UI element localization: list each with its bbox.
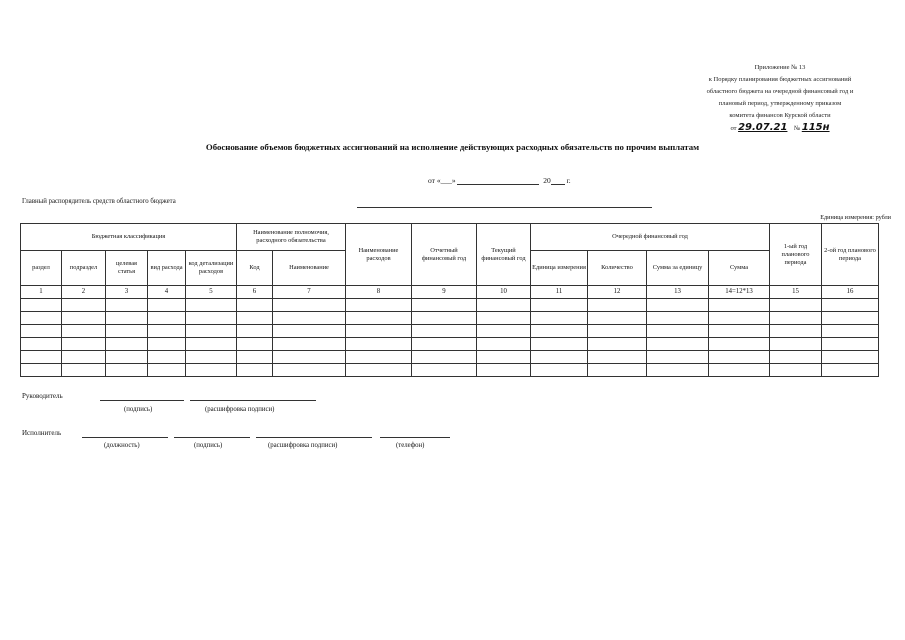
- table-cell[interactable]: [21, 351, 62, 364]
- column-number: 13: [647, 286, 709, 299]
- sub-unit: Единица измерения: [531, 251, 588, 286]
- appendix-date-value: 29.07.21: [738, 122, 788, 133]
- head-label: Руководитель: [22, 392, 63, 400]
- column-number: 9: [412, 286, 477, 299]
- column-number: 2: [62, 286, 106, 299]
- table-cell[interactable]: [106, 312, 148, 325]
- column-number: 5: [186, 286, 237, 299]
- table-cell[interactable]: [148, 351, 186, 364]
- table-cell[interactable]: [148, 338, 186, 351]
- table-cell[interactable]: [709, 351, 770, 364]
- column-number: 8: [346, 286, 412, 299]
- budget-table: [20, 223, 879, 377]
- table-cell[interactable]: [770, 351, 822, 364]
- table-cell[interactable]: [531, 338, 588, 351]
- table-cell[interactable]: [346, 364, 412, 377]
- table-cell[interactable]: [62, 338, 106, 351]
- table-cell[interactable]: [21, 338, 62, 351]
- column-number: 15: [770, 286, 822, 299]
- appendix-block: [680, 62, 880, 135]
- table-cell[interactable]: [647, 338, 709, 351]
- header-budget-class: Бюджетная классификация: [21, 224, 237, 251]
- table-cell[interactable]: [21, 364, 62, 377]
- date-year-field[interactable]: [551, 175, 565, 185]
- table-cell[interactable]: [531, 364, 588, 377]
- appendix-date-prefix: от: [730, 125, 737, 132]
- table-cell[interactable]: [273, 312, 346, 325]
- table-cell[interactable]: [588, 299, 647, 312]
- table-cell[interactable]: [62, 325, 106, 338]
- date-ot: от: [428, 176, 435, 185]
- manager-label: Главный распорядитель средств областного бюджета: [22, 198, 176, 205]
- table-cell[interactable]: [237, 351, 273, 364]
- table-row: [21, 325, 879, 338]
- table-cell[interactable]: [822, 299, 879, 312]
- executor-cap-name: (расшифровка подписи): [268, 442, 338, 449]
- table-cell[interactable]: [531, 299, 588, 312]
- table-cell[interactable]: [822, 325, 879, 338]
- sub-quantity: Количество: [588, 251, 647, 286]
- table-cell[interactable]: [588, 325, 647, 338]
- table-cell[interactable]: [770, 325, 822, 338]
- table-cell[interactable]: [62, 312, 106, 325]
- table-cell[interactable]: [186, 351, 237, 364]
- table-cell[interactable]: [477, 312, 531, 325]
- table-row: [21, 351, 879, 364]
- table-cell[interactable]: [186, 312, 237, 325]
- unit-note: Единица измерения: рубли: [820, 214, 891, 221]
- table-cell[interactable]: [106, 364, 148, 377]
- table-cell[interactable]: [346, 299, 412, 312]
- table-cell[interactable]: [647, 325, 709, 338]
- head-cap-signature: (подпись): [124, 406, 153, 413]
- table-cell[interactable]: [273, 364, 346, 377]
- table-cell[interactable]: [588, 351, 647, 364]
- table-cell[interactable]: [237, 325, 273, 338]
- table-cell[interactable]: [531, 351, 588, 364]
- appendix-line: к Порядку планирования бюджетных ассигнований: [708, 76, 852, 83]
- table-row: [21, 299, 879, 312]
- table-cell[interactable]: [709, 325, 770, 338]
- table-cell[interactable]: [346, 325, 412, 338]
- column-number: 7: [273, 286, 346, 299]
- header-next-year: Очередной финансовый год: [531, 224, 770, 251]
- table-cell[interactable]: [647, 351, 709, 364]
- table-cell[interactable]: [770, 312, 822, 325]
- column-number: 6: [237, 286, 273, 299]
- table-cell[interactable]: [412, 351, 477, 364]
- executor-signature-field[interactable]: [174, 437, 250, 438]
- sub-target: целевая статья: [106, 251, 148, 286]
- executor-cap-position: (должность): [104, 442, 140, 449]
- table-cell[interactable]: [822, 312, 879, 325]
- table-cell[interactable]: [106, 351, 148, 364]
- sub-name: Наименование: [273, 251, 346, 286]
- column-number: 4: [148, 286, 186, 299]
- table-cell[interactable]: [346, 312, 412, 325]
- executor-cap-signature: (подпись): [194, 442, 223, 449]
- table-cell[interactable]: [709, 338, 770, 351]
- head-signature-field[interactable]: [100, 400, 184, 401]
- table-cell[interactable]: [588, 364, 647, 377]
- table-cell[interactable]: [21, 325, 62, 338]
- table-cell[interactable]: [186, 338, 237, 351]
- appendix-line: плановый период, утвержденному приказом: [718, 100, 842, 107]
- executor-phone-field[interactable]: [380, 437, 450, 438]
- date-month-field[interactable]: [457, 175, 539, 185]
- executor-cap-phone: (телефон): [396, 442, 425, 449]
- table-cell[interactable]: [412, 338, 477, 351]
- table-cell[interactable]: [21, 312, 62, 325]
- table-cell[interactable]: [822, 351, 879, 364]
- table-cell[interactable]: [477, 299, 531, 312]
- table-cell[interactable]: [148, 364, 186, 377]
- column-number: 10: [477, 286, 531, 299]
- table-cell[interactable]: [21, 299, 62, 312]
- head-name-field[interactable]: [190, 400, 316, 401]
- table-row: [21, 364, 879, 377]
- column-number: 14=12*13: [709, 286, 770, 299]
- manager-field[interactable]: [357, 207, 652, 208]
- table-cell[interactable]: [647, 299, 709, 312]
- appendix-date-line: [680, 122, 880, 135]
- appendix-number-value: 115н: [801, 122, 830, 133]
- table-cell[interactable]: [412, 312, 477, 325]
- table-cell[interactable]: [477, 325, 531, 338]
- table-cell[interactable]: [186, 299, 237, 312]
- table-cell[interactable]: [346, 351, 412, 364]
- header-report-year: Отчетный финансовый год: [412, 224, 477, 286]
- column-number: 16: [822, 286, 879, 299]
- table-cell[interactable]: [106, 299, 148, 312]
- table-cell[interactable]: [709, 312, 770, 325]
- table-cell[interactable]: [237, 299, 273, 312]
- header-plan2: 2-ой год планового периода: [822, 224, 879, 286]
- table-cell[interactable]: [273, 325, 346, 338]
- table-cell[interactable]: [148, 312, 186, 325]
- appendix-line: Приложение № 13: [754, 64, 806, 71]
- table-row: [21, 312, 879, 325]
- table-cell[interactable]: [709, 299, 770, 312]
- table-cell[interactable]: [62, 351, 106, 364]
- document-title: Обоснование объемов бюджетных ассигнований на исполнение действующих расходных обязательств по прочим выплатам: [205, 142, 700, 152]
- table-cell[interactable]: [822, 364, 879, 377]
- table-cell[interactable]: [477, 338, 531, 351]
- header-expense-name: Наименование расходов: [346, 224, 412, 286]
- appendix-number-prefix: №: [793, 125, 801, 132]
- table-body: [21, 299, 879, 377]
- table-cell[interactable]: [62, 364, 106, 377]
- column-number: 12: [588, 286, 647, 299]
- table-cell[interactable]: [106, 338, 148, 351]
- table-cell[interactable]: [822, 338, 879, 351]
- header-current-year: Текущий финансовый год: [477, 224, 531, 286]
- appendix-line: областного бюджета на очередной финансовый год и: [706, 88, 854, 95]
- table-cell[interactable]: [273, 338, 346, 351]
- table-cell[interactable]: [477, 364, 531, 377]
- sub-code: Код: [237, 251, 273, 286]
- executor-name-field[interactable]: [256, 437, 372, 438]
- date-year-prefix: 20: [543, 176, 551, 185]
- column-number: 3: [106, 286, 148, 299]
- sub-subsection: подраздел: [62, 251, 106, 286]
- date-row: [428, 175, 571, 185]
- column-number: 11: [531, 286, 588, 299]
- column-number: 1: [21, 286, 62, 299]
- table-cell[interactable]: [770, 338, 822, 351]
- table-cell[interactable]: [647, 312, 709, 325]
- table-cell[interactable]: [531, 312, 588, 325]
- table-cell[interactable]: [186, 325, 237, 338]
- table-cell[interactable]: [412, 364, 477, 377]
- table-cell[interactable]: [237, 312, 273, 325]
- table-cell[interactable]: [273, 351, 346, 364]
- table-cell[interactable]: [273, 299, 346, 312]
- table-cell[interactable]: [106, 325, 148, 338]
- table-cell[interactable]: [588, 338, 647, 351]
- table-cell[interactable]: [647, 364, 709, 377]
- executor-position-field[interactable]: [82, 437, 168, 438]
- table-cell[interactable]: [346, 338, 412, 351]
- table-cell[interactable]: [477, 351, 531, 364]
- sub-expense-type: вид расхода: [148, 251, 186, 286]
- table-cell[interactable]: [237, 338, 273, 351]
- table-cell[interactable]: [770, 299, 822, 312]
- table-cell[interactable]: [412, 299, 477, 312]
- sub-sum: Сумма: [709, 251, 770, 286]
- table-cell[interactable]: [588, 312, 647, 325]
- header-plan1: 1-ый год планового периода: [770, 224, 822, 286]
- table-row: [21, 338, 879, 351]
- table-cell[interactable]: [148, 325, 186, 338]
- table-cell[interactable]: [770, 364, 822, 377]
- table-cell[interactable]: [62, 299, 106, 312]
- appendix-line: комитета финансов Курской области: [729, 112, 831, 119]
- date-day: «___»: [436, 176, 456, 185]
- sub-detail-code: код детализации расходов: [186, 251, 237, 286]
- head-cap-name: (расшифровка подписи): [205, 406, 275, 413]
- executor-label: Исполнитель: [22, 429, 62, 437]
- table-cell[interactable]: [531, 325, 588, 338]
- sub-unit-sum: Сумма за единицу: [647, 251, 709, 286]
- table-cell[interactable]: [186, 364, 237, 377]
- header-authority: Наименование полномочия, расходного обязательства: [237, 224, 346, 251]
- date-year-suffix: г.: [566, 176, 571, 185]
- table-cell[interactable]: [709, 364, 770, 377]
- column-number-row: [21, 286, 879, 299]
- table-cell[interactable]: [237, 364, 273, 377]
- table-cell[interactable]: [148, 299, 186, 312]
- table-cell[interactable]: [412, 325, 477, 338]
- sub-section: раздел: [21, 251, 62, 286]
